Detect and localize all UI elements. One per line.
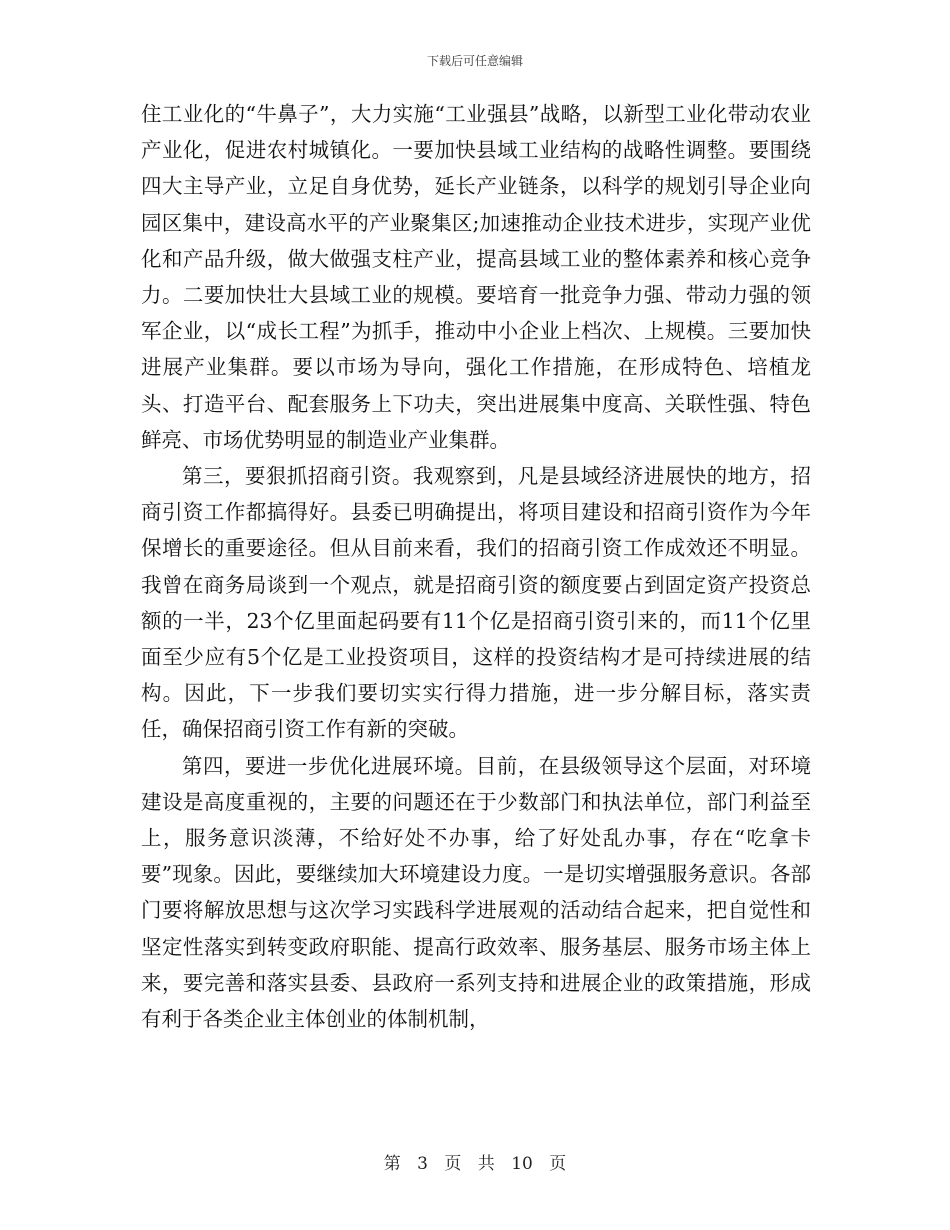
paragraph-third-point: 第三，要狠抓招商引资。我观察到，凡是县域经济进展快的地方，招商引资工作都搞得好。县委已明确提出，将项目建设和招商引资作为今年保增长的重要途径。但从目前来看，我们的招商引资工作成效还不明显。我曾在商务局谈到一个观点，就是招商引资的额度要占到固定资产投资总额的一半，23个亿里面起码要有11个亿是招商引资引来的，而11个亿里面至少应有5个亿是工业投资项目，这样的投资结构才是可持续进展的结构。因此，下一步我们要切实实行得力措施，进一步分解目标，落实责任，确保招商引资工作有新的突破。 [141, 464, 811, 742]
footer-total-pages: 10 [511, 1154, 533, 1174]
footer-total-prefix: 共 [477, 1154, 495, 1174]
paragraph-continued: 住工业化的“牛鼻子”，大力实施“工业强县”战略，以新型工业化带动农业产业化，促进农村城镇化。一要加快县域工业结构的战略性调整。要围绕四大主导产业，立足自身优势，延长产业链条，以科学的规划引导企业向园区集中，建设高水平的产业聚集区;加速推动企业技术进步，实现产业优化和产品升级，做大做强支柱产业，提高县域工业的整体素养和核心竞争力。二要加快壮大县域工业的规模。要培育一批竞争力强、带动力强的领军企业，以“成长工程”为抓手，推动中小企业上档次、上规模。三要加快进展产业集群。要以市场为导向，强化工作措施，在形成特色、培植龙头、打造平台、配套服务上下功夫，突出进展集中度高、关联性强、特色鲜亮、市场优势明显的制造业产业集群。 [141, 102, 811, 452]
footer-page-prefix: 第 [383, 1154, 401, 1174]
page-header-note: 下载后可任意编辑 [426, 54, 523, 68]
paragraph-fourth-point: 第四，要进一步优化进展环境。目前，在县级领导这个层面，对环境建设是高度重视的，主要的问题还在于少数部门和执法单位，部门利益至上，服务意识淡薄，不给好处不办事，给了好处乱办事，存在“吃拿卡要”现象。因此，要继续加大环境建设力度。一是切实增强服务意识。各部门要将解放思想与这次学习实践科学进展观的活动结合起来，把自觉性和坚定性落实到转变政府职能、提高行政效率、服务基层、服务市场主体上来，要完善和落实县委、县政府一系列支持和进展企业的政策措施，形成有利于各类企业主体创业的体制机制， [141, 753, 811, 1032]
document-body [141, 96, 811, 1037]
footer-page-mid: 页 [444, 1154, 462, 1174]
page-footer [0, 1149, 950, 1174]
footer-current-page: 3 [417, 1154, 428, 1174]
footer-total-suffix: 页 [549, 1154, 567, 1174]
